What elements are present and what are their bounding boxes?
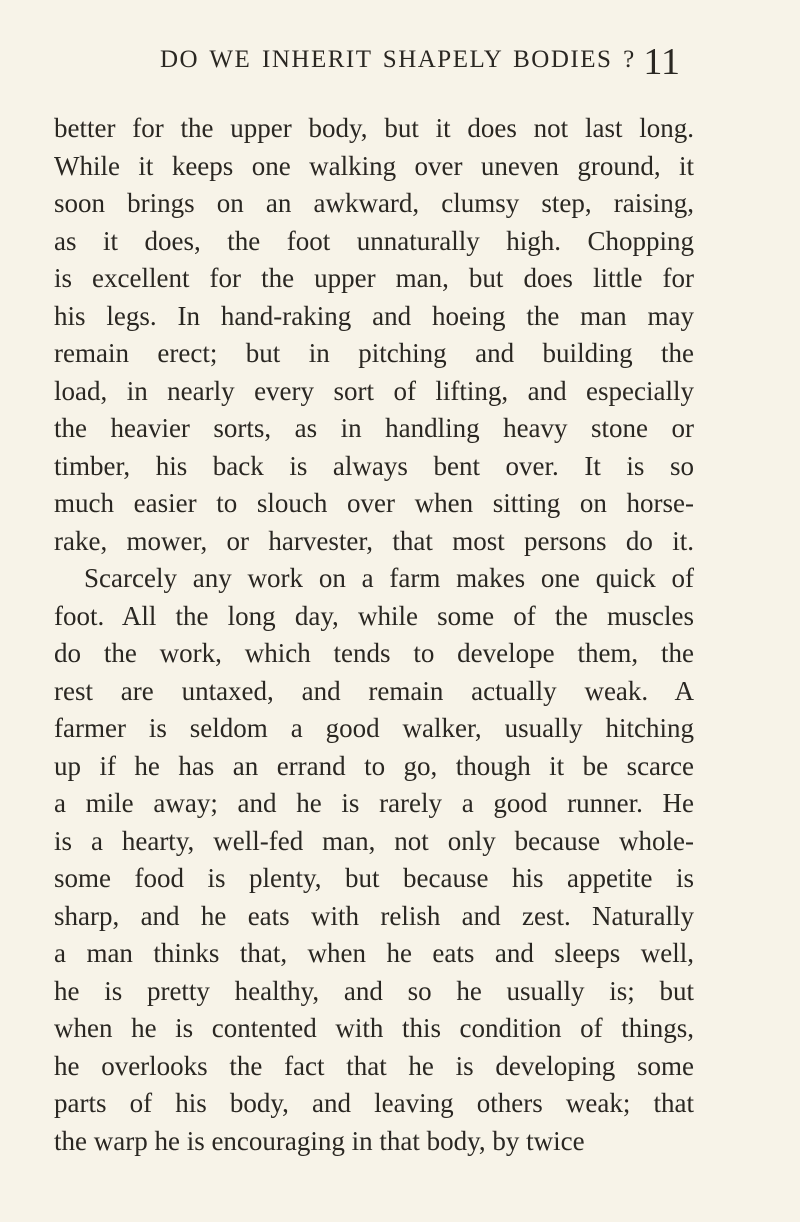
text-line: parts of his body, and leaving others weak; that (54, 1088, 694, 1118)
text-line: up if he has an errand to go, though it be scarce (54, 750, 694, 781)
text-line: his legs. In hand-raking and hoeing the man may (54, 300, 694, 331)
text-line: rake, mower, or harvester, that most persons do it. (54, 525, 694, 556)
text-line: is excellent for the upper man, but does little for (54, 263, 694, 293)
text-line: do the work, which tends to develope them, the (54, 638, 694, 668)
text-line: While it keeps one walking over uneven ground, it (54, 150, 694, 181)
running-head (120, 41, 680, 86)
page-number: 11 (643, 41, 680, 83)
text-line: Scarcely any work on a farm makes one quick of (84, 563, 694, 593)
text-line: soon brings on an awkward, clumsy step, raising, (54, 188, 694, 218)
text-line: timber, his back is always bent over. It is so (54, 450, 694, 481)
text-line: is a hearty, well-fed man, not only because whole- (54, 825, 694, 856)
text-line: sharp, and he eats with relish and zest. Naturally (54, 900, 694, 931)
text-line: he is pretty healthy, and so he usually is; but (54, 975, 694, 1006)
text-line: he overlooks the fact that he is developing some (54, 1050, 694, 1081)
text-line: a man thinks that, when he eats and sleeps well, (54, 938, 694, 968)
text-line: better for the upper body, but it does not last long. (54, 113, 694, 143)
text-line: rest are untaxed, and remain actually weak. A (54, 675, 694, 706)
text-line: when he is contented with this condition of things, (54, 1013, 694, 1043)
text-line: farmer is seldom a good walker, usually hitching (54, 713, 694, 743)
text-line: a mile away; and he is rarely a good runner. He (54, 788, 694, 818)
text-line: foot. All the long day, while some of the muscles (54, 600, 694, 631)
text-line: the warp he is encouraging in that body, by twice (54, 1125, 585, 1156)
text-line: much easier to slouch over when sitting on horse- (54, 488, 694, 518)
text-line: some food is plenty, but because his appetite is (54, 863, 694, 893)
text-line: remain erect; but in pitching and building the (54, 338, 694, 368)
running-title: DO WE INHERIT SHAPELY BODIES ? (160, 46, 636, 73)
text-line: the heavier sorts, as in handling heavy stone or (54, 413, 694, 443)
text-line: load, in nearly every sort of lifting, and especially (54, 375, 694, 406)
text-line: as it does, the foot unnaturally high. Chopping (54, 225, 694, 256)
body-text (54, 110, 694, 1160)
